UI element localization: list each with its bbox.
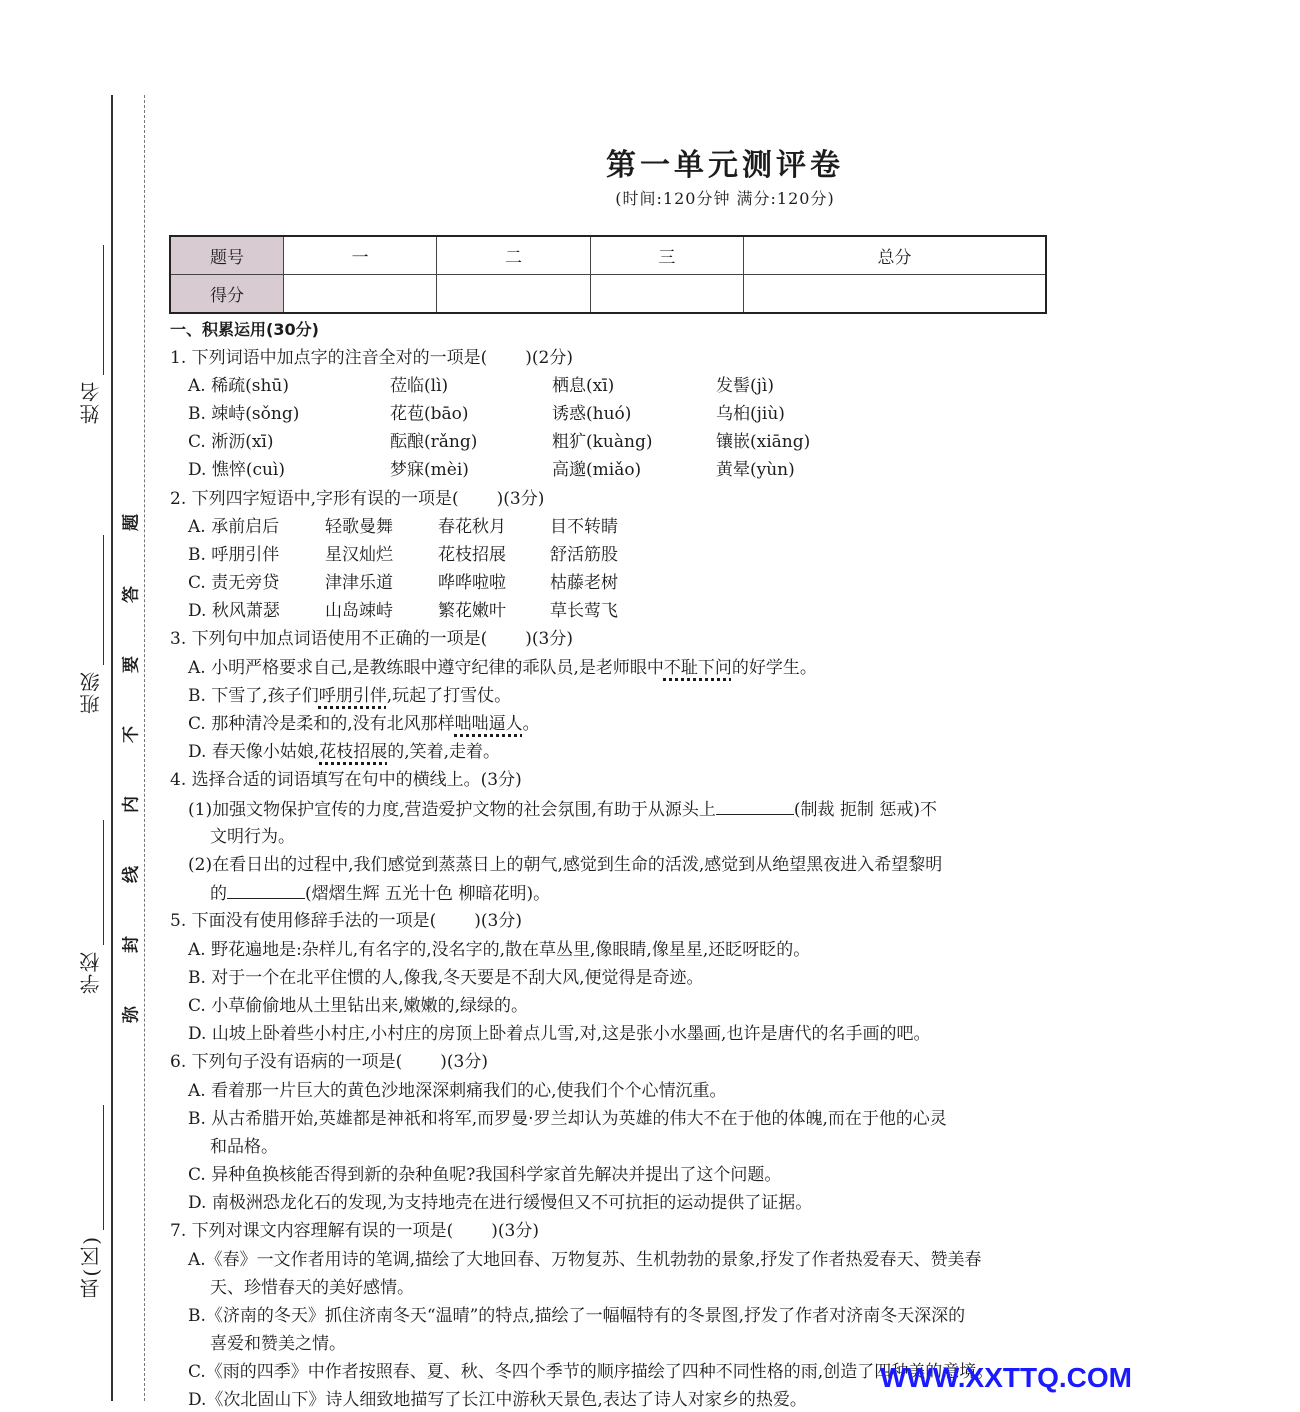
score-cell[interactable]: [744, 275, 1046, 314]
score-cell[interactable]: [284, 275, 437, 314]
school-label: 学校: [79, 950, 103, 994]
binding-solid-line: [111, 95, 113, 1401]
q1-option: B. 竦峙(sǒng): [188, 404, 300, 424]
name-label: 姓名: [79, 380, 103, 424]
page-title: 第一单元测评卷: [606, 148, 844, 183]
q7-option-c: C.《雨的四季》中作者按照春、夏、秋、冬四个季节的顺序描绘了四种不同性格的雨,创造了四种美的意境。: [188, 1362, 994, 1382]
q1-option: 镶嵌(xiāng): [716, 432, 811, 452]
fill-blank[interactable]: [227, 881, 305, 899]
q7-option-b-cont: 喜爱和赞美之情。: [210, 1334, 346, 1354]
q3-option-a: A. 小明严格要求自己,是教练眼中遵守纪律的乖队员,是老师眼中不耻下问的好学生。: [188, 658, 817, 678]
seal-warning-char: 答: [121, 586, 142, 603]
q1-option: 栖息(xī): [552, 376, 615, 396]
q3-option-b: B. 下雪了,孩子们呼朋引伴,玩起了打雪仗。: [188, 686, 512, 706]
question-5-stem: 5. 下面没有使用修辞手法的一项是( )(3分): [170, 911, 522, 931]
q2-option: 津津乐道: [325, 573, 393, 593]
dotted-word: 不耻下问: [663, 658, 732, 678]
seal-warning-char: 弥: [121, 1006, 142, 1023]
q2-option: 舒活筋股: [550, 545, 618, 565]
q7-option-a: A.《春》一文作者用诗的笔调,描绘了大地回春、万物复苏、生机勃勃的景象,抒发了作者热爱春天、赞美春: [188, 1250, 982, 1270]
q2-option: 春花秋月: [438, 517, 506, 537]
q1-option: 诱惑(huó): [552, 404, 632, 424]
question-1-stem: 1. 下列词语中加点字的注音全对的一项是( )(2分): [170, 348, 573, 368]
fill-blank[interactable]: [716, 797, 794, 815]
score-cell[interactable]: [590, 275, 743, 314]
score-table-score-row: [170, 275, 1046, 314]
q5-option-c: C. 小草偷偷地从土里钻出来,嫩嫩的,绿绿的。: [188, 996, 529, 1016]
q1-option: 花苞(bāo): [390, 404, 469, 424]
score-table-column-header: 一: [284, 236, 437, 275]
seal-warning-char: 题: [121, 514, 142, 531]
q2-option: C. 责无旁贷: [188, 573, 280, 593]
seal-warning-char: 不: [121, 726, 142, 743]
q3-option-c: C. 那种清冷是柔和的,没有北风那样咄咄逼人。: [188, 714, 540, 734]
q7-option-d: D.《次北固山下》诗人细致地描写了长江中游秋天景色,表达了诗人对家乡的热爱。: [188, 1390, 807, 1410]
q1-option: 梦寐(mèi): [390, 460, 469, 480]
q1-option: C. 淅沥(xī): [188, 432, 274, 452]
seal-warning-char: 封: [121, 936, 142, 953]
seal-warning-char: 要: [121, 656, 142, 673]
class-blank[interactable]: [103, 535, 104, 665]
score-cell[interactable]: [437, 275, 590, 314]
school-blank[interactable]: [103, 820, 104, 945]
q1-option: 高邈(miǎo): [552, 460, 642, 480]
q1-option: 发髻(jì): [716, 376, 774, 396]
q2-option: 草长莺飞: [550, 601, 618, 621]
q1-option: A. 稀疏(shū): [188, 376, 289, 396]
q5-option-b: B. 对于一个在北平住惯的人,像我,冬天要是不刮大风,便觉得是奇迹。: [188, 968, 704, 988]
question-7-stem: 7. 下列对课文内容理解有误的一项是( )(3分): [170, 1221, 539, 1241]
question-6-stem: 6. 下列句子没有语病的一项是( )(3分): [170, 1052, 488, 1072]
q2-option: 枯藤老树: [550, 573, 618, 593]
site-watermark: WWW.XXTTQ.COM: [880, 1362, 1132, 1393]
q6-option-a: A. 看着那一片巨大的黄色沙地深深刺痛我们的心,使我们个个心情沉重。: [188, 1081, 727, 1101]
page-subtitle: (时间:120分钟 满分:120分): [615, 189, 835, 208]
question-2-stem: 2. 下列四字短语中,字形有误的一项是( )(3分): [170, 489, 545, 509]
county-blank[interactable]: [103, 1105, 104, 1230]
binding-dashed-line: [144, 95, 145, 1401]
q4-sentence-1-cont: 文明行为。: [210, 827, 295, 847]
score-table-column-header: 总分: [744, 236, 1046, 275]
section-title: 一、积累运用(30分): [170, 320, 319, 339]
q1-option: 莅临(lì): [390, 376, 449, 396]
q4-sentence-1: (1)加强文物保护宣传的力度,营造爱护文物的社会氛围,有助于从源头上 (制裁 扼制 惩戒)不: [188, 797, 937, 822]
q2-option: D. 秋风萧瑟: [188, 601, 280, 621]
q2-option: 花枝招展: [438, 545, 506, 565]
q1-option: 粗犷(kuàng): [552, 432, 653, 452]
dotted-word: 呼朋引伴: [318, 686, 387, 706]
q2-option: 星汉灿烂: [325, 545, 393, 565]
q2-option: 哗哗啦啦: [438, 573, 506, 593]
q7-option-b: B.《济南的冬天》抓住济南冬天“温晴”的特点,描绘了一幅幅特有的冬景图,抒发了作者对济南冬天深深的: [188, 1306, 966, 1326]
question-4-stem: 4. 选择合适的词语填写在句中的横线上。(3分): [170, 770, 522, 790]
q4-sentence-2-cont: 的 (熠熠生辉 五光十色 柳暗花明)。: [210, 881, 550, 906]
score-table-column-header: 二: [437, 236, 590, 275]
q2-option: B. 呼朋引伴: [188, 545, 280, 565]
seal-warning-char: 内: [121, 796, 142, 813]
q1-option: 乌桕(jiù): [716, 404, 785, 424]
q2-option: 山岛竦峙: [325, 601, 393, 621]
county-label: 县(区): [79, 1235, 103, 1299]
seal-warning-char: 线: [121, 866, 142, 883]
q5-option-a: A. 野花遍地是:杂样儿,有名字的,没名字的,散在草丛里,像眼睛,像星星,还眨呀眨的。: [188, 940, 811, 960]
q1-option: D. 憔悴(cuì): [188, 460, 286, 480]
q6-option-b: B. 从古希腊开始,英雄都是神祇和将军,而罗曼·罗兰却认为英雄的伟大不在于他的体魄,而在于他的心灵: [188, 1109, 947, 1129]
score-table: [169, 235, 1047, 314]
q7-option-a-cont: 天、珍惜春天的美好感情。: [210, 1278, 414, 1298]
q2-option: 繁花嫩叶: [438, 601, 506, 621]
question-3-stem: 3. 下列句中加点词语使用不正确的一项是( )(3分): [170, 629, 573, 649]
dotted-word: 花枝招展: [319, 742, 388, 762]
score-table-column-header: 三: [590, 236, 743, 275]
q1-option: 酝酿(rǎng): [390, 432, 478, 452]
score-table-header-row: [170, 236, 1046, 275]
q6-option-b-cont: 和品格。: [210, 1137, 278, 1157]
name-blank[interactable]: [103, 245, 104, 375]
q4-sentence-2: (2)在看日出的过程中,我们感觉到蒸蒸日上的朝气,感觉到生命的活泼,感觉到从绝望黑夜进入希望黎明: [188, 855, 943, 875]
score-table-row-label: 题号: [170, 236, 284, 275]
dotted-word: 咄咄逼人: [454, 714, 523, 734]
score-table-row-label: 得分: [170, 275, 284, 314]
class-label: 班级: [79, 670, 103, 714]
q6-option-c: C. 异种鱼换核能否得到新的杂种鱼呢?我国科学家首先解决并提出了这个问题。: [188, 1165, 782, 1185]
q3-option-d: D. 春天像小姑娘,花枝招展的,笑着,走着。: [188, 742, 501, 762]
q1-option: 黄晕(yùn): [716, 460, 795, 480]
q2-option: 目不转睛: [550, 517, 618, 537]
q5-option-d: D. 山坡上卧着些小村庄,小村庄的房顶上卧着点儿雪,对,这是张小水墨画,也许是唐代的名手画的吧。: [188, 1024, 931, 1044]
q6-option-d: D. 南极洲恐龙化石的发现,为支持地壳在进行缓慢但又不可抗拒的运动提供了证据。: [188, 1193, 813, 1213]
q2-option: A. 承前启后: [188, 517, 280, 537]
q2-option: 轻歌曼舞: [325, 517, 393, 537]
